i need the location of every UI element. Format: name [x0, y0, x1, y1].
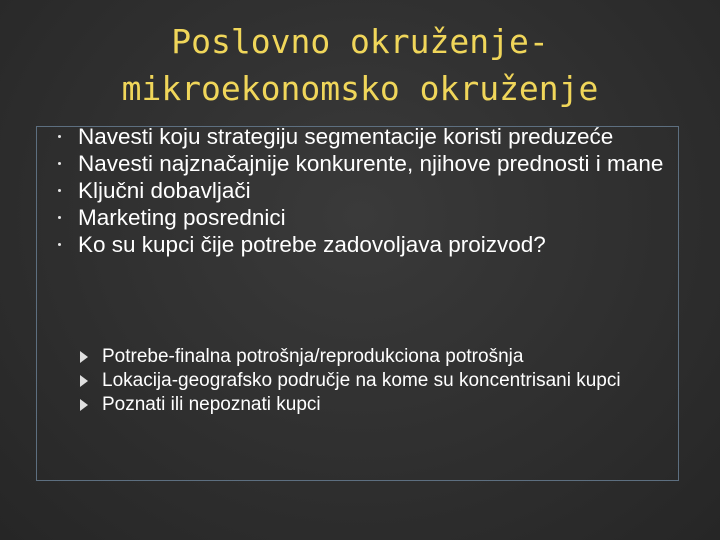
- bullet-item: [52, 178, 682, 203]
- triangle-bullet-icon: [80, 375, 88, 387]
- dot-bullet-icon: [58, 216, 61, 219]
- dot-bullet-icon: [58, 189, 61, 192]
- bullet-text: Navesti koju strategiju segmentacije koristi preduzeće: [78, 124, 614, 149]
- sub-bullet-item: [80, 370, 680, 392]
- title-line-2: mikroekonomsko okruženje: [121, 69, 599, 108]
- sub-bullet-text: Poznati ili nepoznati kupci: [102, 394, 321, 415]
- sub-bullet-text: Lokacija-geografsko područje na kome su koncentrisani kupci: [102, 370, 621, 391]
- sub-bullet-text: Potrebe-finalna potrošnja/reprodukciona potrošnja: [102, 346, 524, 367]
- sub-bullet-item: [80, 346, 680, 368]
- bullet-item: [52, 205, 682, 230]
- sub-bullet-item: [80, 394, 680, 416]
- bullet-text: Ko su kupci čije potrebe zadovoljava proizvod?: [78, 232, 546, 257]
- bullet-item: [52, 232, 682, 257]
- bullet-text: Ključni dobavljači: [78, 178, 251, 203]
- dot-bullet-icon: [58, 162, 61, 165]
- sub-bullet-list: [80, 346, 680, 418]
- bullet-text: Navesti najznačajnije konkurente, njihove prednosti i mane: [78, 151, 664, 176]
- triangle-bullet-icon: [80, 399, 88, 411]
- bullet-list: [52, 124, 682, 259]
- slide-title: [60, 18, 660, 112]
- bullet-text: Marketing posrednici: [78, 205, 286, 230]
- triangle-bullet-icon: [80, 351, 88, 363]
- dot-bullet-icon: [58, 135, 61, 138]
- title-line-1: Poslovno okruženje-: [171, 22, 549, 61]
- bullet-item: [52, 124, 682, 149]
- bullet-item: [52, 151, 682, 176]
- dot-bullet-icon: [58, 243, 61, 246]
